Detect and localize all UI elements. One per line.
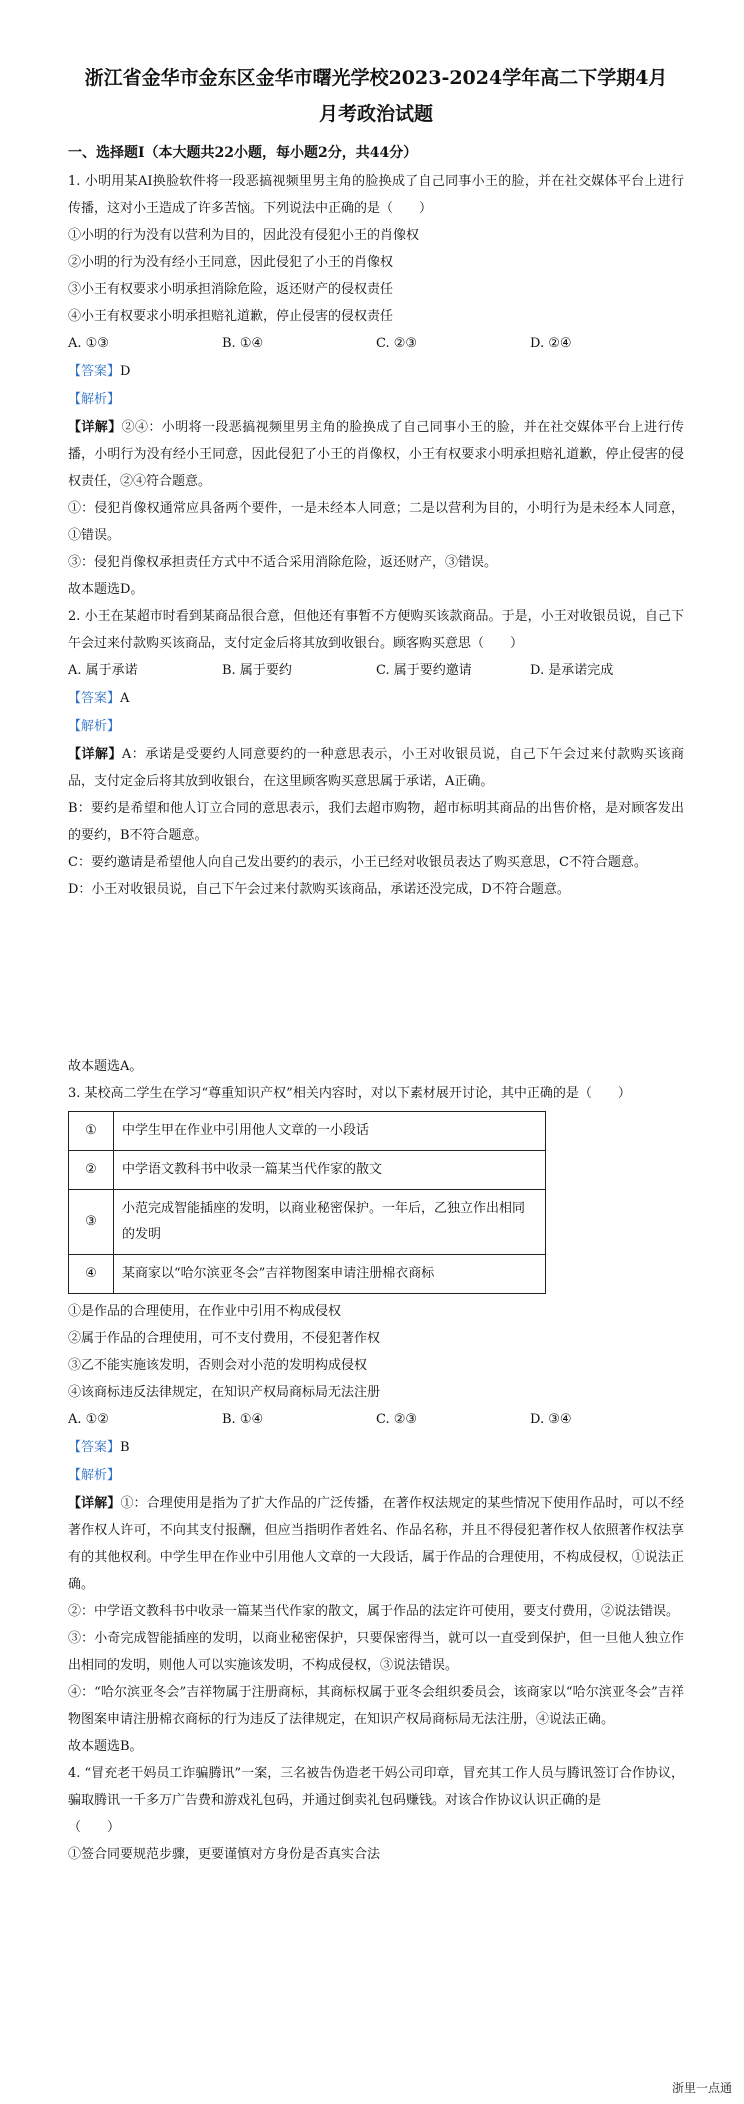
q2-detail: D：小王对收银员说，自己下午会过来付款购买该商品，承诺还没完成，D不符合题意。 xyxy=(68,882,570,897)
table-cell-num: ③ xyxy=(69,1190,114,1255)
section-heading: 一、选择题Ⅰ（本大题共22小题，每小题2分，共44分） xyxy=(68,145,418,161)
q2-options xyxy=(68,657,684,685)
q3-material-table xyxy=(68,1111,546,1294)
q1-option-d: D. ②④ xyxy=(530,336,572,351)
q3-detail: ③：小奇完成智能插座的发明，以商业秘密保护，只要保密得当，就可以一直受到保护，但一旦他人独立作出相同的发明，则他人可以实施该发明，不构成侵权，③说法错误。 xyxy=(68,1631,684,1673)
question-1-stem: 1. 小明用某AI换脸软件将一段恶搞视频里男主角的脸换成了自己同事小王的脸，并在社交媒体平台上进行传播，这对小王造成了许多苦恼。下列说法中正确的是（ ） xyxy=(68,174,684,216)
q3-item: ①是作品的合理使用，在作业中引用不构成侵权 xyxy=(68,1304,342,1319)
table-cell-text: 中学生甲在作业中引用他人文章的一小段话 xyxy=(114,1112,546,1151)
table-row xyxy=(69,1112,546,1151)
q1-item: ④小王有权要求小明承担赔礼道歉，停止侵害的侵权责任 xyxy=(68,309,394,324)
detail-tag: 【详解】 xyxy=(68,1496,121,1511)
analysis-tag: 【解析】 xyxy=(68,392,121,407)
q3-option-c: C. ②③ xyxy=(376,1412,418,1427)
table-cell-text: 某商家以“哈尔滨亚冬会”吉祥物图案申请注册棉衣商标 xyxy=(114,1255,546,1294)
q2-detail xyxy=(68,741,684,795)
footer-watermark: 浙里一点通 xyxy=(671,2081,732,2095)
q1-detail-text: ②④：小明将一段恶搞视频里男主角的脸换成了自己同事小王的脸，并在社交媒体平台上进行传播，小明行为没有经小王同意，因此侵犯了小王的肖像权，小王有权要求小明承担赔礼道歉，停止侵害的侵权责任，②④符合题意。 xyxy=(68,420,684,489)
q3-answer xyxy=(68,1434,684,1462)
q1-conclusion: 故本题选D。 xyxy=(68,582,144,597)
q1-answer xyxy=(68,358,684,386)
question-3-stem: 3. 某校高二学生在学习“尊重知识产权”相关内容时，对以下素材展开讨论，其中正确的是（ ） xyxy=(68,1086,631,1101)
q3-detail xyxy=(68,1490,684,1598)
q2-option-d: D. 是承诺完成 xyxy=(530,663,614,678)
table-cell-num: ① xyxy=(69,1112,114,1151)
q3-option-d: D. ③④ xyxy=(530,1412,572,1427)
q2-detail: C：要约邀请是希望他人向自己发出要约的表示，小王已经对收银员表达了购买意思，C不符合题意。 xyxy=(68,855,647,870)
page-title-line2: 月考政治试题 xyxy=(318,103,433,125)
q1-item: ②小明的行为没有经小王同意，因此侵犯了小王的肖像权 xyxy=(68,255,394,270)
q3-detail: ②：中学语文教科书中收录一篇某当代作家的散文，属于作品的法定许可使用，要支付费用，②说法错误。 xyxy=(68,1604,680,1619)
q3-detail-text: ①：合理使用是指为了扩大作品的广泛传播，在著作权法规定的某些情况下使用作品时，可以不经著作权人许可，不向其支付报酬，但应当指明作者姓名、作品名称，并且不得侵犯著作权人依照著作权法享有的其他权利。中学生甲在作业中引用他人文章的一大段话，属于作品的合理使用，不构成侵权，①说法正确。 xyxy=(68,1496,684,1592)
answer-tag: 【答案】 xyxy=(68,364,121,379)
table-row xyxy=(69,1255,546,1294)
q2-detail-text: A：承诺是受要约人同意要约的一种意思表示，小王对收银员说，自己下午会过来付款购买该商品，支付定金后将其放到收银台，在这里顾客购买意思属于承诺，A正确。 xyxy=(68,747,684,789)
q1-item: ③小王有权要求小明承担消除危险，返还财产的侵权责任 xyxy=(68,282,394,297)
page-title: 浙江省金华市金东区金华市曙光学校2023-2024学年高二下学期4月 xyxy=(84,67,668,89)
q2-answer-value: A xyxy=(120,691,130,706)
table-cell-text: 中学语文教科书中收录一篇某当代作家的散文 xyxy=(114,1151,546,1190)
q2-option-a: A. 属于承诺 xyxy=(68,663,138,678)
q3-item: ②属于作品的合理使用，可不支付费用，不侵犯著作权 xyxy=(68,1331,381,1346)
q3-item: ④该商标违反法律规定，在知识产权局商标局无法注册 xyxy=(68,1385,381,1400)
q2-option-b: B. 属于要约 xyxy=(222,663,292,678)
q3-answer-value: B xyxy=(120,1440,130,1455)
q3-option-b: B. ①④ xyxy=(222,1412,264,1427)
table-cell-num: ④ xyxy=(69,1255,114,1294)
analysis-tag: 【解析】 xyxy=(68,1468,121,1483)
document-page xyxy=(68,60,684,1868)
q3-item: ③乙不能实施该发明，否则会对小范的发明构成侵权 xyxy=(68,1358,368,1373)
q1-option-c: C. ②③ xyxy=(376,336,418,351)
q1-item: ①小明的行为没有以营利为目的，因此没有侵犯小王的肖像权 xyxy=(68,228,420,243)
table-cell-num: ② xyxy=(69,1151,114,1190)
q1-option-a: A. ①③ xyxy=(68,336,109,351)
q1-answer-value: D xyxy=(120,364,131,379)
q4-item: ①签合同要规范步骤，更要谨慎对方身份是否真实合法 xyxy=(68,1847,381,1862)
detail-tag: 【详解】 xyxy=(68,420,122,435)
q3-conclusion: 故本题选B。 xyxy=(68,1739,143,1754)
table-row xyxy=(69,1151,546,1190)
q2-detail: B：要约是希望和他人订立合同的意思表示，我们去超市购物，超市标明其商品的出售价格，是对顾客发出的要约，B不符合题意。 xyxy=(68,801,684,843)
q1-detail: ③：侵犯肖像权承担责任方式中不适合采用消除危险，返还财产，③错误。 xyxy=(68,555,498,570)
q1-detail xyxy=(68,414,684,495)
question-2-stem: 2. 小王在某超市时看到某商品很合意，但他还有事暂不方便购买该款商品。于是，小王对收银员说，自己下午会过来付款购买该商品，支付定金后将其放到收银台。顾客购买意思（ ） xyxy=(68,609,684,651)
q1-options xyxy=(68,330,684,358)
answer-tag: 【答案】 xyxy=(68,1440,121,1455)
table-row xyxy=(69,1190,546,1255)
table-cell-text: 小范完成智能插座的发明，以商业秘密保护。一年后，乙独立作出相同的发明 xyxy=(114,1190,546,1255)
blank-gap xyxy=(68,903,684,1053)
q3-detail: ④：“哈尔滨亚冬会”吉祥物属于注册商标，其商标权属于亚冬会组织委员会，该商家以“哈尔滨亚冬会”吉祥物图案申请注册棉衣商标的行为违反了法律规定，在知识产权局商标局无法注册，④说法正确。 xyxy=(68,1685,684,1727)
q2-conclusion: 故本题选A。 xyxy=(68,1059,143,1074)
analysis-tag: 【解析】 xyxy=(68,719,121,734)
q2-option-c: C. 属于要约邀请 xyxy=(376,663,472,678)
question-4-stem: 4. “冒充老干妈员工诈骗腾讯”一案，三名被告伪造老干妈公司印章，冒充其工作人员与腾讯签订合作协议，骗取腾讯一千多万广告费和游戏礼包码，并通过倒卖礼包码赚钱。对该合作协议认识正确的是 xyxy=(68,1766,684,1808)
detail-tag: 【详解】 xyxy=(68,747,122,762)
q3-options xyxy=(68,1406,684,1434)
q1-detail: ①：侵犯肖像权通常应具备两个要件，一是未经本人同意；二是以营利为目的，小明行为是未经本人同意，①错误。 xyxy=(68,501,684,543)
q2-answer xyxy=(68,685,684,713)
q1-option-b: B. ①④ xyxy=(222,336,264,351)
answer-tag: 【答案】 xyxy=(68,691,121,706)
q3-option-a: A. ①② xyxy=(68,1412,109,1427)
q4-paren: （ ） xyxy=(68,1820,121,1835)
